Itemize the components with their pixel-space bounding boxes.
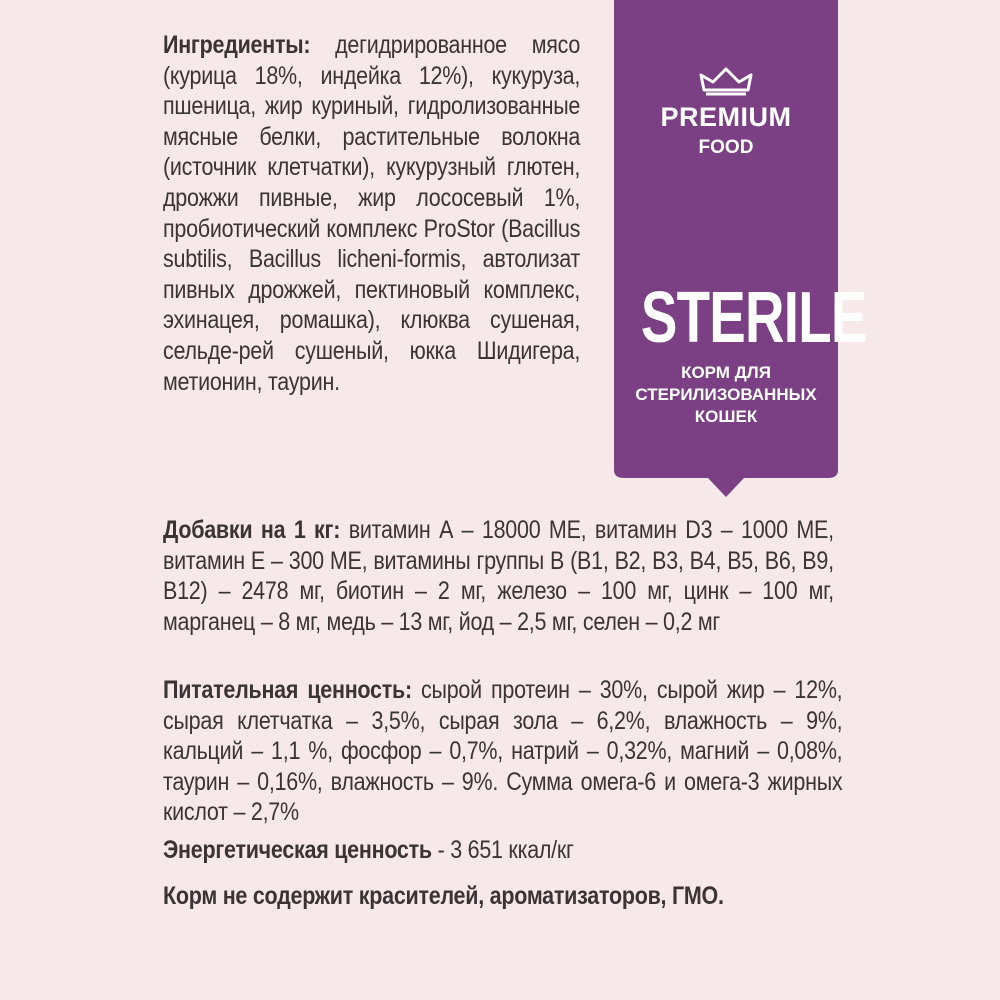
additives-label: Добавки на 1 кг: — [163, 516, 341, 544]
nutrition-label: Питательная ценность: — [163, 676, 412, 704]
crown-icon — [698, 66, 754, 96]
additives-paragraph — [163, 515, 834, 637]
product-name: STERILE — [640, 278, 867, 358]
subtitle-line: СТЕРИЛИЗОВАННЫХ — [635, 385, 817, 404]
ingredients-paragraph — [163, 30, 580, 397]
energy-label: Энергетическая ценность — [163, 836, 432, 864]
subtitle-line: КОРМ ДЛЯ — [681, 363, 771, 382]
no-additives-note: Корм не содержит красителей, ароматизаторов, ГМО. — [163, 882, 724, 910]
subtitle-line: КОШЕК — [694, 407, 758, 426]
energy-paragraph — [163, 835, 765, 866]
product-subtitle — [614, 362, 838, 428]
ingredients-label: Ингредиенты: — [163, 31, 311, 59]
nutrition-paragraph — [163, 675, 842, 828]
food-label: FOOD — [698, 137, 754, 158]
ingredients-text: дегидрированное мясо (курица 18%, индейка 12%), кукуруза, пшеница, жир куриный, гидролизованные мясные белки, растительные волокна (источник клетчатки), кукурузный глютен, дрожжи пивные, жир лососевый 1%, пробиотический комплекс ProStor (Bacillus subtilis, Bacillus licheni-formis, автолизат пивных дрожжей, пектиновый комплекс, эхинацея, ромашка), клюква сушеная, сельде-рей сушеный, юкка Шидигера, метионин, таурин. — [163, 31, 581, 396]
premium-label: PREMIUM — [660, 102, 792, 132]
nutrition-text: сырой протеин – 30%, сырой жир – 12%, сырая клетчатка – 3,5%, сырая зола – 6,2%, влажность – 9%, кальций – 1,1 %, фосфор – 0,7%, натрий – 0,32%, магний – 0,08%, таурин – 0,16%, влажность – 9%. Сумма омега-6 и омега-3 жирных кислот – 2,7% — [163, 676, 843, 827]
energy-text: - 3 651 ккал/кг — [431, 836, 574, 864]
additives-text: витамин А – 18000 МЕ, витамин D3 – 1000 МЕ, витамин Е – 300 МЕ, витамины группы В (В1, В2, В3, В4, В5, В6, В9, В12) – 2478 мг, биотин – 2 мг, железо – 100 мг, цинк – 100 мг, марганец – 8 мг, медь – 13 мг, йод – 2,5 мг, селен – 0,2 мг — [163, 516, 834, 636]
